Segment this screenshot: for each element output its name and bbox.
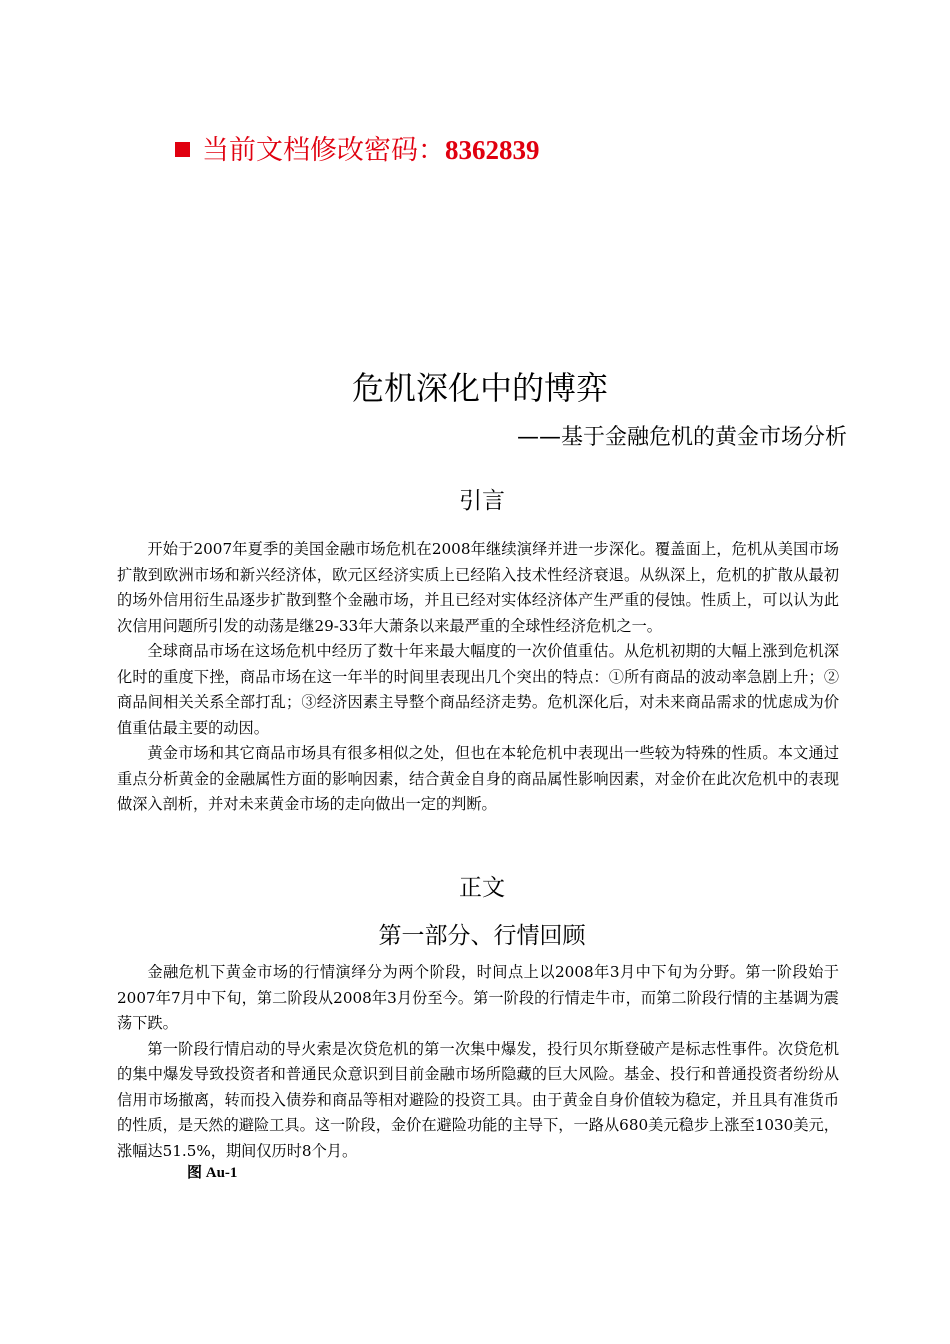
- password-label: 当前文档修改密码：: [202, 135, 445, 166]
- part1-section: [117, 960, 839, 1164]
- document-subtitle: ——基于金融危机的黄金市场分析: [516, 425, 847, 450]
- intro-section: [117, 537, 839, 818]
- password-value: 8362839: [445, 135, 540, 165]
- part1-paragraph: 金融危机下黄金市场的行情演绎分为两个阶段，时间点上以2008年3月中下旬为分野。第一阶段始于2007年7月中下旬，第二阶段从2008年3月份至今。第一阶段的行情走牛市，而第二阶段行情的主基调为震荡下跌。: [117, 963, 839, 1032]
- intro-paragraph: 开始于2007年夏季的美国金融市场危机在2008年继续演绎并进一步深化。覆盖面上，危机从美国市场扩散到欧洲市场和新兴经济体，欧元区经济实质上已经陷入技术性经济衰退。从纵深上，危机的扩散从最初的场外信用衍生品逐步扩散到整个金融市场，并且已经对实体经济体产生严重的侵蚀。性质上，可以认为此次信用问题所引发的动荡是继29-33年大萧条以来最严重的全球性经济危机之一。: [117, 540, 839, 635]
- body-heading: 正文: [459, 875, 505, 901]
- part1-heading: 第一部分、行情回顾: [378, 923, 586, 949]
- intro-paragraph: 全球商品市场在这场危机中经历了数十年来最大幅度的一次价值重估。从危机初期的大幅上涨到危机深化时的重度下挫，商品市场在这一年半的时间里表现出几个突出的特点：①所有商品的波动率急剧上升；②商品间相关关系全部打乱；③经济因素主导整个商品经济走势。危机深化后，对未来商品需求的忧虑成为价值重估最主要的动因。: [117, 642, 839, 737]
- intro-paragraph: 黄金市场和其它商品市场具有很多相似之处，但也在本轮危机中表现出一些较为特殊的性质。本文通过重点分析黄金的金融属性方面的影响因素，结合黄金自身的商品属性影响因素，对金价在此次危机中的表现做深入剖析，并对未来黄金市场的走向做出一定的判断。: [117, 744, 839, 813]
- document-title: 危机深化中的博弈: [351, 369, 608, 407]
- figure-caption: 图 Au-1: [187, 1165, 238, 1181]
- square-bullet-icon: [175, 142, 190, 157]
- intro-heading: 引言: [459, 488, 505, 514]
- part1-paragraph: 第一阶段行情启动的导火索是次贷危机的第一次集中爆发，投行贝尔斯登破产是标志性事件。次贷危机的集中爆发导致投资者和普通民众意识到目前金融市场所隐藏的巨大风险。基金、投行和普通投资者纷纷从信用市场撤离，转而投入债券和商品等相对避险的投资工具。由于黄金自身价值较为稳定，并且具有准货币的性质，是天然的避险工具。这一阶段，金价在避险功能的主导下，一路从680美元稳步上涨至1030美元，涨幅达51.5%，期间仅历时8个月。: [117, 1039, 839, 1160]
- password-notice: [175, 132, 540, 169]
